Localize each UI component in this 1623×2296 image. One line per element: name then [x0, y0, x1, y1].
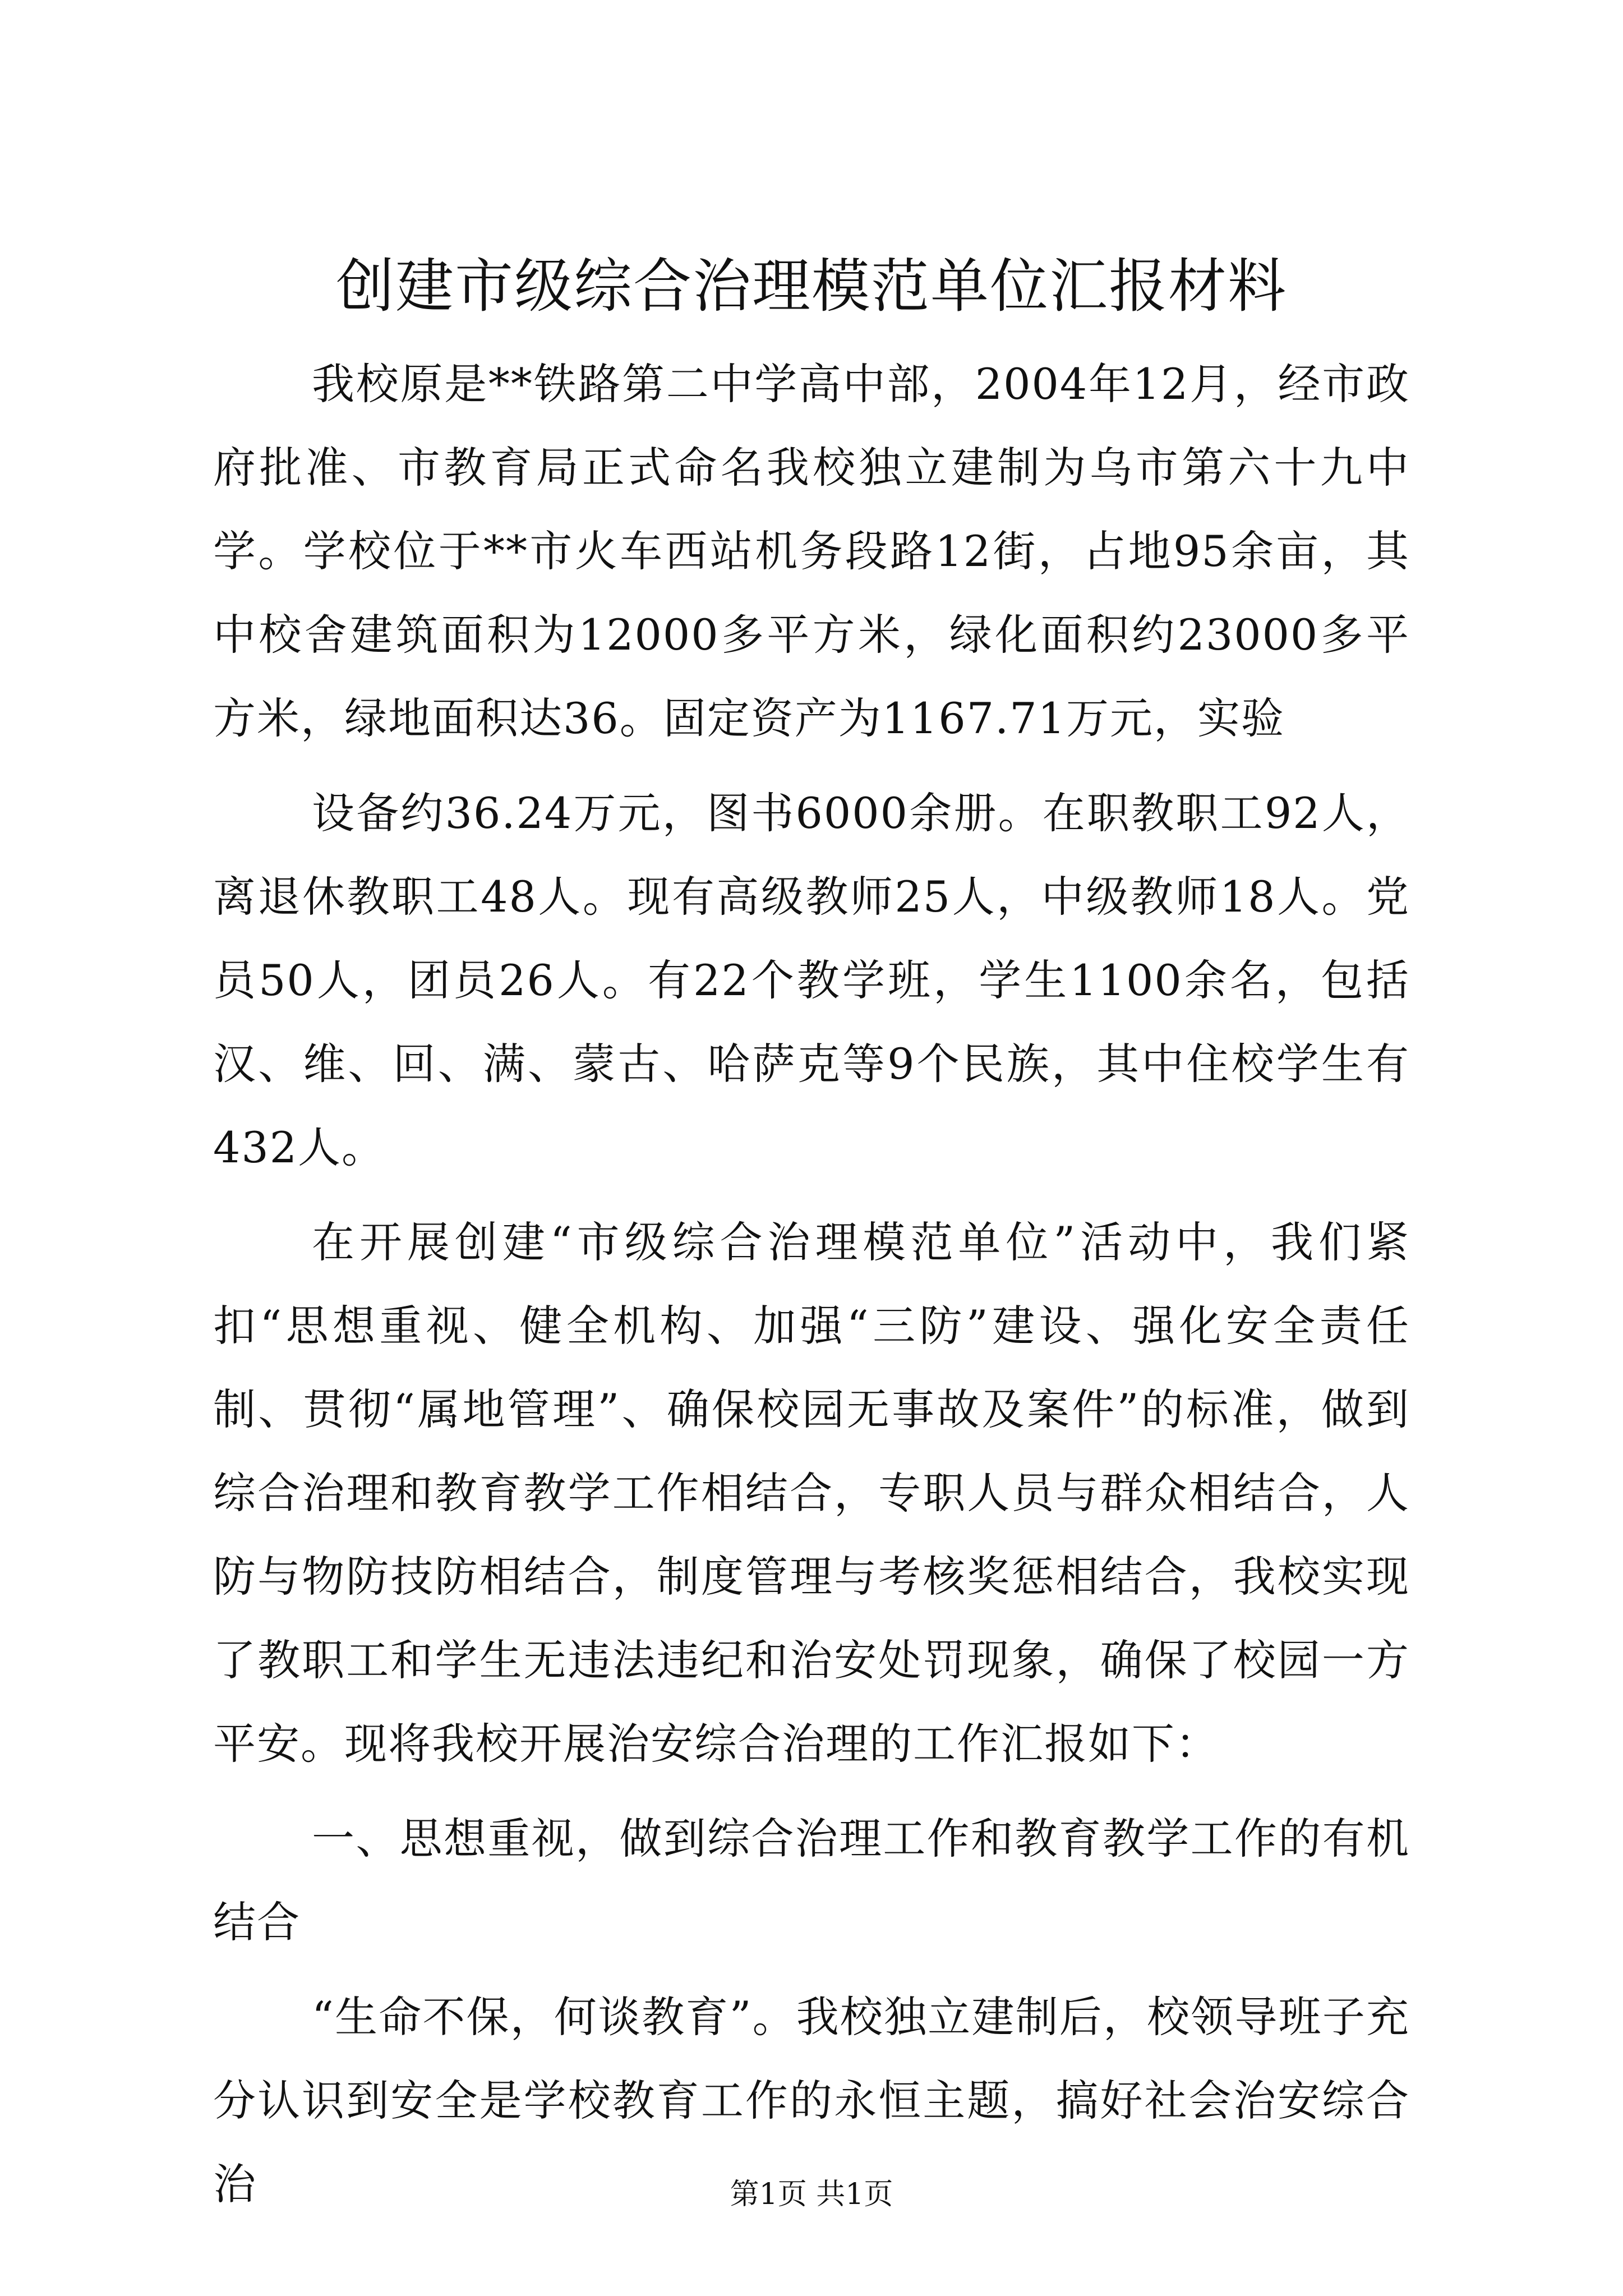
document-body: [213, 342, 1410, 2226]
paragraph-campaign-intro: 在开展创建“市级综合治理模范单位”活动中，我们紧扣“思想重视、健全机构、加强“三防”建设、强化安全责任制、贯彻“属地管理”、确保校园无事故及案件”的标准，做到综合治理和教育教学工作相结合，专职人员与群众相结合，人防与物防技防相结合，制度管理与考核奖惩相结合，我校实现了教职工和学生无违法违纪和治安处罚现象，确保了校园一方平安。现将我校开展治安综合治理的工作汇报如下：: [213, 1217, 1410, 1769]
paragraph-school-overview: 我校原是**铁路第二中学高中部，2004年12月，经市政府批准、市教育局正式命名我校独立建制为乌市第六十九中学。学校位于**市火车西站机务段路12街，占地95余亩，其中校舍建筑面积为12000多平方米，绿化面积约23000多平方米，绿地面积达36。固定资产为1167.71万元，实验: [213, 359, 1410, 743]
section-heading-1: 一、思想重视，做到综合治理工作和教育教学工作的有机结合: [213, 1814, 1410, 1947]
document-title: 创建市级综合治理模范单位汇报材料: [335, 252, 1287, 320]
paragraph-staff-students: 设备约36.24万元，图书6000余册。在职教职工92人，离退休教职工48人。现有高级教师25人，中级教师18人。党员50人，团员26人。有22个教学班，学生1100余名，包括汉、维、回、满、蒙古、哈萨克等9个民族，其中住校学生有432人。: [213, 788, 1410, 1172]
paragraph-section-1-body: “生命不保，何谈教育”。我校独立建制后，校领导班子充分认识到安全是学校教育工作的永恒主题，搞好社会治安综合治: [213, 1992, 1410, 2209]
page-number-footer: 第1页 共1页: [730, 2178, 893, 2211]
